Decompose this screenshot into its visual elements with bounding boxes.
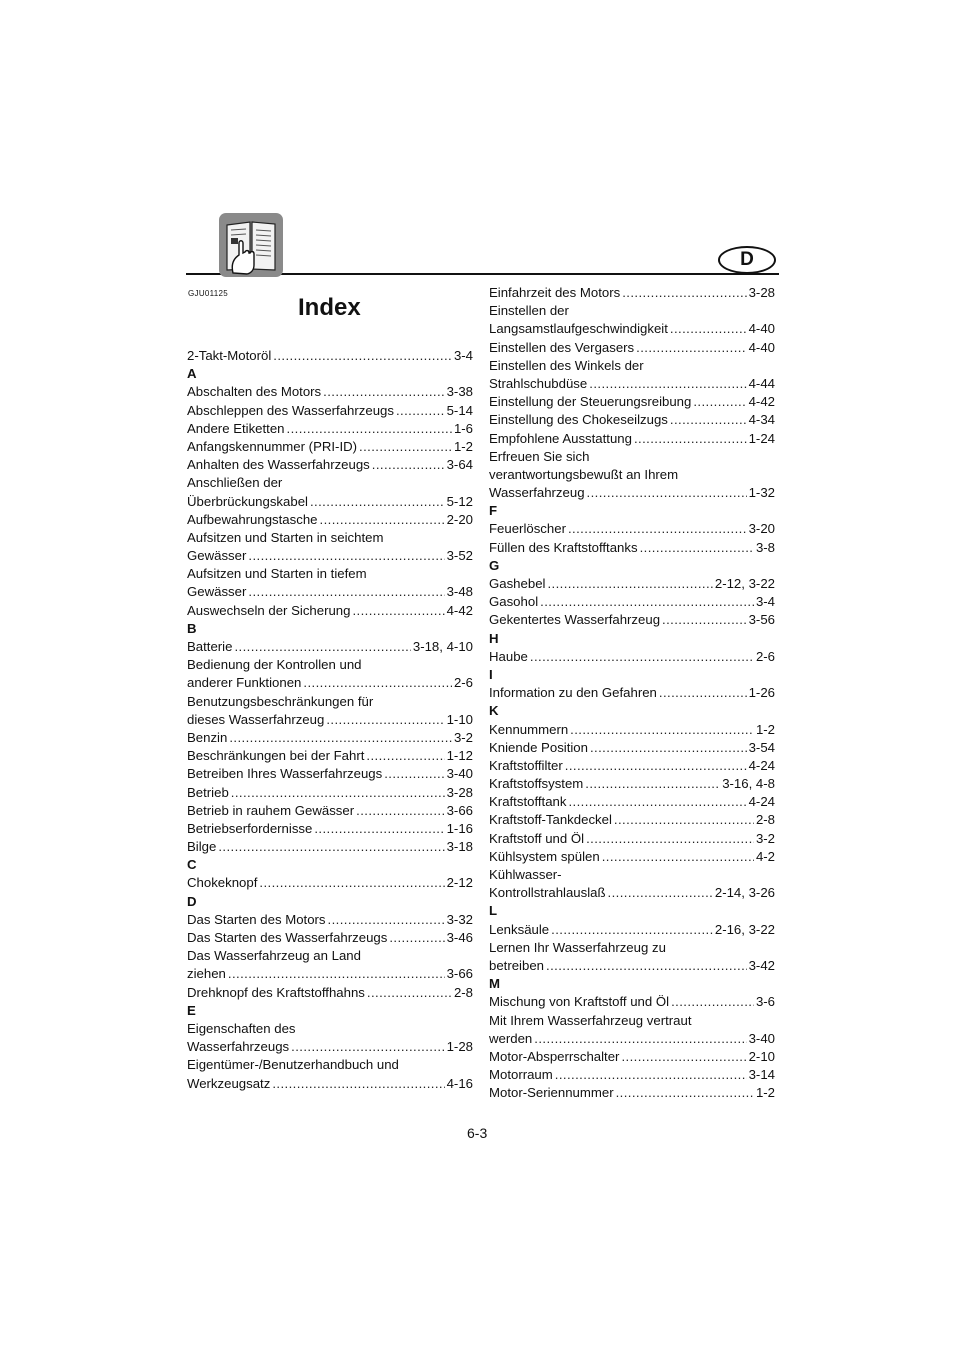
index-page-ref: 3-4	[755, 594, 775, 610]
index-entry	[489, 320, 775, 338]
index-page-ref: 1-6	[453, 420, 473, 436]
index-entry	[489, 811, 775, 829]
index-entry-text: Eigenschaften des	[187, 1020, 296, 1036]
dot-leader	[621, 1048, 746, 1066]
index-entry	[187, 1075, 473, 1093]
page-title: Index	[298, 294, 361, 321]
index-entry-text: betreiben	[489, 957, 544, 973]
index-entry	[187, 638, 473, 656]
index-entry-text: Lenksäule	[489, 921, 550, 937]
index-column-left	[187, 347, 473, 1093]
index-entry	[489, 1084, 775, 1102]
language-badge: D	[718, 246, 776, 274]
index-entry-text: Kühlwasser-	[489, 867, 562, 882]
index-entry-text: Gasohol	[489, 594, 539, 610]
index-page-ref: 3-2	[453, 729, 473, 745]
index-letter-heading: A	[187, 366, 197, 382]
dot-leader	[326, 711, 444, 729]
index-entry	[489, 793, 775, 811]
index-entry-text: Anfangskennummer (PRI-ID)	[187, 438, 358, 454]
index-entry-text: Gewässer	[187, 584, 247, 600]
index-entry-text: Kraftstofftank	[489, 794, 567, 810]
index-entry	[489, 411, 775, 429]
index-page-ref: 3-18	[446, 839, 473, 855]
index-page-ref: 3-28	[748, 285, 775, 300]
index-entry	[489, 721, 775, 739]
index-entry	[489, 430, 775, 448]
index-page-ref: 2-12	[446, 875, 473, 891]
dot-leader	[356, 802, 444, 820]
index-letter-heading: D	[187, 893, 197, 909]
index-page-ref: 1-10	[446, 711, 473, 727]
dot-leader	[590, 739, 747, 757]
index-page-ref: 3-56	[748, 612, 775, 628]
index-entry	[187, 711, 473, 729]
index-entry	[187, 347, 473, 365]
index-entry	[489, 775, 775, 793]
index-entry-text: Betreiben Ihres Wasserfahrzeugs	[187, 766, 383, 782]
index-entry-text: Information zu den Gefahren	[489, 685, 657, 701]
dot-leader	[640, 539, 754, 557]
index-page-ref: 3-66	[446, 802, 473, 818]
dot-leader	[693, 393, 746, 411]
index-entry	[187, 765, 473, 783]
index-entry-text: Bedienung der Kontrollen und	[187, 657, 362, 673]
index-entry-text: Kühlsystem spülen	[489, 848, 600, 864]
index-entry-text: Kniende Position	[489, 739, 588, 755]
index-entry	[187, 747, 473, 765]
dot-leader	[586, 830, 754, 848]
index-entry-text: Betriebserfordernisse	[187, 820, 313, 836]
dot-leader	[540, 593, 754, 611]
index-entry-text: dieses Wasserfahrzeug	[187, 711, 325, 727]
index-entry-text: Mit Ihrem Wasserfahrzeug vertraut	[489, 1012, 692, 1028]
index-entry	[187, 965, 473, 983]
dot-leader	[229, 729, 452, 747]
index-page-ref: 3-38	[446, 384, 473, 400]
index-entry-text: Aufsitzen und Starten in tiefem	[187, 566, 367, 582]
index-entry-text: Kraftstoffsystem	[489, 776, 584, 792]
dot-leader	[320, 511, 445, 529]
dot-leader	[323, 383, 444, 401]
dot-leader	[622, 284, 746, 302]
index-entry	[489, 1066, 775, 1084]
index-entry	[187, 729, 473, 747]
document-code: GJU01125	[188, 289, 229, 298]
index-letter-heading: G	[489, 557, 500, 573]
index-entry	[187, 820, 473, 838]
index-page-ref: 2-6	[453, 675, 473, 691]
index-page-ref: 3-28	[446, 784, 473, 800]
dot-leader	[248, 583, 444, 601]
dot-leader	[272, 1075, 444, 1093]
dot-leader	[670, 411, 747, 429]
index-entry-text: Anschließen der	[187, 475, 283, 491]
index-entry-text: Überbrückungskabel	[187, 493, 308, 509]
dot-leader	[389, 929, 444, 947]
dot-leader	[218, 838, 444, 856]
index-page-ref: 3-16, 4-8	[722, 776, 775, 792]
index-letter-heading: B	[187, 620, 197, 636]
dot-leader	[372, 456, 445, 474]
dot-leader	[291, 1038, 444, 1056]
index-page-ref: 4-24	[748, 794, 775, 810]
index-page-ref: 1-2	[755, 721, 775, 737]
index-page-ref: 1-28	[446, 1039, 473, 1055]
index-entry	[489, 611, 775, 629]
index-page-ref: 3-2	[755, 830, 775, 846]
index-page-ref: 1-2	[755, 1085, 775, 1101]
dot-leader	[614, 811, 754, 829]
index-page-ref: 3-8	[755, 539, 775, 555]
index-entry-text: Das Wasserfahrzeug an Land	[187, 948, 361, 964]
index-entry-text: Kraftstoff-Tankdeckel	[489, 812, 612, 828]
index-entry-text: Empfohlene Ausstattung	[489, 430, 632, 446]
index-letter-heading: F	[489, 503, 498, 519]
dot-leader	[367, 984, 452, 1002]
index-entry	[489, 684, 775, 702]
dot-leader	[659, 684, 747, 702]
index-entry-text: Einfahrzeit des Motors	[489, 285, 621, 300]
dot-leader	[273, 347, 452, 365]
dot-leader	[602, 848, 754, 866]
index-entry-text: Anhalten des Wasserfahrzeugs	[187, 457, 370, 473]
index-entry	[187, 438, 473, 456]
index-entry	[187, 784, 473, 802]
index-entry-text: 2-Takt-Motoröl	[187, 348, 272, 363]
index-entry	[187, 911, 473, 929]
index-page-ref: 2-14, 3-26	[714, 885, 775, 901]
index-entry-text: Erfreuen Sie sich	[489, 448, 590, 464]
index-page-ref: 5-14	[446, 402, 473, 418]
index-entry	[489, 848, 775, 866]
index-entry-text: Eigentümer-/Benutzerhandbuch und	[187, 1057, 399, 1073]
index-page-ref: 3-66	[446, 966, 473, 982]
dot-leader	[328, 911, 445, 929]
index-entry-text: Feuerlöscher	[489, 521, 566, 537]
index-page-ref: 4-40	[748, 321, 775, 337]
index-entry-text: Abschleppen des Wasserfahrzeugs	[187, 402, 394, 418]
dot-leader	[565, 757, 747, 775]
dot-leader	[314, 820, 444, 838]
index-entry-text: Kontrollstrahlauslaß	[489, 885, 606, 901]
index-entry	[489, 884, 775, 902]
dot-leader	[228, 965, 445, 983]
index-entry-text: Einstellen der	[489, 303, 569, 319]
index-entry-text: Beschränkungen bei der Fahrt	[187, 748, 365, 764]
index-entry	[187, 838, 473, 856]
index-entry	[489, 957, 775, 975]
index-page-ref: 3-6	[755, 994, 775, 1010]
index-entry-text: Langsamstlaufgeschwindigkeit	[489, 321, 668, 337]
index-entry-text: anderer Funktionen	[187, 675, 302, 691]
index-page-ref: 2-6	[755, 648, 775, 664]
index-entry	[187, 420, 473, 438]
dot-leader	[366, 747, 444, 765]
dot-leader	[568, 520, 747, 538]
index-page-ref: 3-32	[446, 911, 473, 927]
dot-leader	[547, 575, 712, 593]
index-entry-text: Abschalten des Motors	[187, 384, 322, 400]
index-page-ref: 3-48	[446, 584, 473, 600]
dot-leader	[231, 784, 445, 802]
index-page-ref: 3-54	[748, 739, 775, 755]
index-page-ref: 1-24	[748, 430, 775, 446]
index-entry	[489, 921, 775, 939]
index-entry-text: Motor-Absperrschalter	[489, 1048, 620, 1064]
index-entry-text: Das Starten des Motors	[187, 911, 326, 927]
index-page-ref: 4-44	[748, 375, 775, 391]
dot-leader	[551, 921, 713, 939]
index-entry-text: Das Starten des Wasserfahrzeugs	[187, 930, 388, 945]
dot-leader	[359, 438, 452, 456]
dot-leader	[587, 484, 747, 502]
index-entry-text: Einstellen des Winkels der	[489, 357, 644, 373]
dot-leader	[259, 874, 444, 892]
index-letter-heading: C	[187, 857, 197, 873]
index-entry-text: Strahlschubdüse	[489, 375, 588, 391]
index-entry	[187, 802, 473, 820]
index-page-ref: 3-40	[446, 766, 473, 782]
index-page-ref: 2-10	[748, 1048, 775, 1064]
dot-leader	[248, 547, 444, 565]
index-entry-text: Kraftstoffilter	[489, 757, 563, 773]
index-entry-text: ziehen	[187, 966, 226, 982]
index-entry-text: Wasserfahrzeugs	[187, 1039, 290, 1055]
dot-leader	[352, 602, 444, 620]
index-entry-text: werden	[489, 1030, 533, 1046]
index-entry-text: Lernen Ihr Wasserfahrzeug zu	[489, 939, 666, 955]
dot-leader	[303, 674, 452, 692]
index-page-ref: 4-40	[748, 339, 775, 355]
index-page-ref: 1-26	[748, 685, 775, 701]
index-entry-text: Auswechseln der Sicherung	[187, 602, 351, 618]
index-letter-heading: K	[489, 703, 499, 719]
dot-leader	[636, 339, 746, 357]
index-page-ref: 2-8	[755, 812, 775, 828]
index-entry	[489, 593, 775, 611]
index-entry-text: Benzin	[187, 729, 228, 745]
index-page-ref: 2-20	[446, 511, 473, 527]
index-entry	[489, 830, 775, 848]
index-entry	[489, 993, 775, 1011]
index-column-right	[489, 284, 775, 1102]
index-entry-text: Gewässer	[187, 548, 247, 564]
index-entry	[187, 493, 473, 511]
index-page-ref: 3-64	[446, 457, 473, 473]
index-entry	[489, 339, 775, 357]
index-entry	[489, 1030, 775, 1048]
dot-leader	[555, 1066, 747, 1084]
index-entry-text: Werkzeugsatz	[187, 1075, 271, 1091]
index-entry	[489, 757, 775, 775]
index-page-ref: 3-20	[748, 521, 775, 537]
dot-leader	[546, 957, 747, 975]
dot-leader	[585, 775, 720, 793]
dot-leader	[234, 638, 410, 656]
index-entry	[187, 511, 473, 529]
index-entry	[489, 575, 775, 593]
index-page-ref: 3-14	[748, 1067, 775, 1083]
index-entry-text: Bilge	[187, 839, 217, 855]
index-page-ref: 1-2	[453, 438, 473, 454]
index-entry-text: Andere Etiketten	[187, 420, 285, 436]
index-page-ref: 5-12	[446, 493, 473, 509]
index-entry	[489, 539, 775, 557]
index-entry	[187, 602, 473, 620]
index-entry-text: Motor-Seriennummer	[489, 1085, 614, 1101]
index-entry	[187, 874, 473, 892]
index-entry-text: Füllen des Kraftstofftanks	[489, 539, 638, 555]
index-page-ref: 4-16	[446, 1075, 473, 1091]
index-page-ref: 2-12, 3-22	[714, 576, 775, 591]
index-letter-heading: H	[489, 630, 499, 646]
index-entry	[187, 402, 473, 420]
dot-leader	[570, 721, 754, 739]
index-entry-text: Einstellung des Chokeseilzugs	[489, 412, 668, 428]
index-entry	[489, 739, 775, 757]
index-entry-text: Gekentertes Wasserfahrzeug	[489, 612, 661, 628]
dot-leader	[616, 1084, 754, 1102]
index-entry	[489, 484, 775, 502]
dot-leader	[608, 884, 713, 902]
index-page-ref: 1-32	[748, 485, 775, 501]
index-entry	[489, 1048, 775, 1066]
index-entry-text: Aufsitzen und Starten in seichtem	[187, 529, 384, 545]
index-entry	[489, 393, 775, 411]
index-entry-text: Batterie	[187, 639, 233, 654]
dot-leader	[568, 793, 746, 811]
index-entry	[187, 1038, 473, 1056]
index-page-ref: 2-16, 3-22	[714, 921, 775, 937]
index-entry	[187, 456, 473, 474]
index-page-ref: 3-40	[748, 1030, 775, 1046]
index-entry	[489, 520, 775, 538]
dot-leader	[662, 611, 747, 629]
index-page-ref: 4-42	[446, 602, 473, 618]
index-entry-text: Betrieb	[187, 784, 229, 800]
manual-book-hand-icon	[219, 213, 283, 277]
dot-leader	[396, 402, 445, 420]
dot-leader	[530, 648, 754, 666]
index-page-ref: 3-52	[446, 548, 473, 564]
index-entry	[187, 383, 473, 401]
dot-leader	[634, 430, 747, 448]
dot-leader	[589, 375, 746, 393]
index-entry	[187, 583, 473, 601]
dot-leader	[310, 493, 445, 511]
index-page-ref: 1-16	[446, 820, 473, 836]
index-entry	[187, 674, 473, 692]
index-page-ref: 1-12	[446, 748, 473, 764]
index-entry-text: Motorraum	[489, 1067, 553, 1083]
index-page-ref: 3-46	[446, 930, 473, 945]
index-page-ref: 4-24	[748, 757, 775, 773]
dot-leader	[534, 1030, 746, 1048]
index-page-ref: 4-42	[748, 394, 775, 410]
index-entry-text: Aufbewahrungstasche	[187, 511, 318, 527]
index-letter-heading: M	[489, 976, 500, 992]
index-letter-heading: I	[489, 666, 493, 682]
index-page-ref: 4-34	[748, 412, 775, 428]
index-entry	[489, 375, 775, 393]
index-entry	[187, 547, 473, 565]
index-letter-heading: E	[187, 1002, 196, 1018]
dot-leader	[384, 765, 444, 783]
index-entry-text: Betrieb in rauhem Gewässer	[187, 802, 355, 818]
index-entry-text: Benutzungsbeschränkungen für	[187, 693, 374, 709]
index-entry-text: Kennummern	[489, 721, 569, 737]
index-page-ref: 2-8	[453, 984, 473, 1000]
page-number: 6-3	[467, 1125, 488, 1141]
index-letter-heading: L	[489, 903, 498, 919]
index-entry-text: Haube	[489, 648, 528, 664]
dot-leader	[670, 320, 747, 338]
index-entry	[489, 284, 775, 302]
index-entry	[187, 984, 473, 1002]
dot-leader	[287, 420, 452, 438]
index-entry	[187, 929, 473, 947]
index-entry-text: Kraftstoff und Öl	[489, 830, 585, 846]
index-entry-text: verantwortungsbewußt an Ihrem	[489, 466, 679, 482]
index-entry-text: Gashebel	[489, 576, 546, 591]
index-page-ref: 3-18, 4-10	[412, 639, 473, 654]
index-page-ref: 3-42	[748, 957, 775, 973]
index-entry-text: Mischung von Kraftstoff und Öl	[489, 994, 670, 1010]
index-entry-text: Chokeknopf	[187, 875, 258, 891]
index-entry-text: Wasserfahrzeug	[489, 485, 585, 501]
index-entry-text: Einstellen des Vergasers	[489, 339, 635, 355]
index-entry-text: Einstellung der Steuerungsreibung	[489, 394, 692, 410]
index-entry	[489, 648, 775, 666]
index-entry-text: Drehknopf des Kraftstoffhahns	[187, 984, 365, 1000]
dot-leader	[671, 993, 754, 1011]
index-page-ref: 4-2	[755, 848, 775, 864]
index-page-ref: 3-4	[453, 348, 473, 363]
